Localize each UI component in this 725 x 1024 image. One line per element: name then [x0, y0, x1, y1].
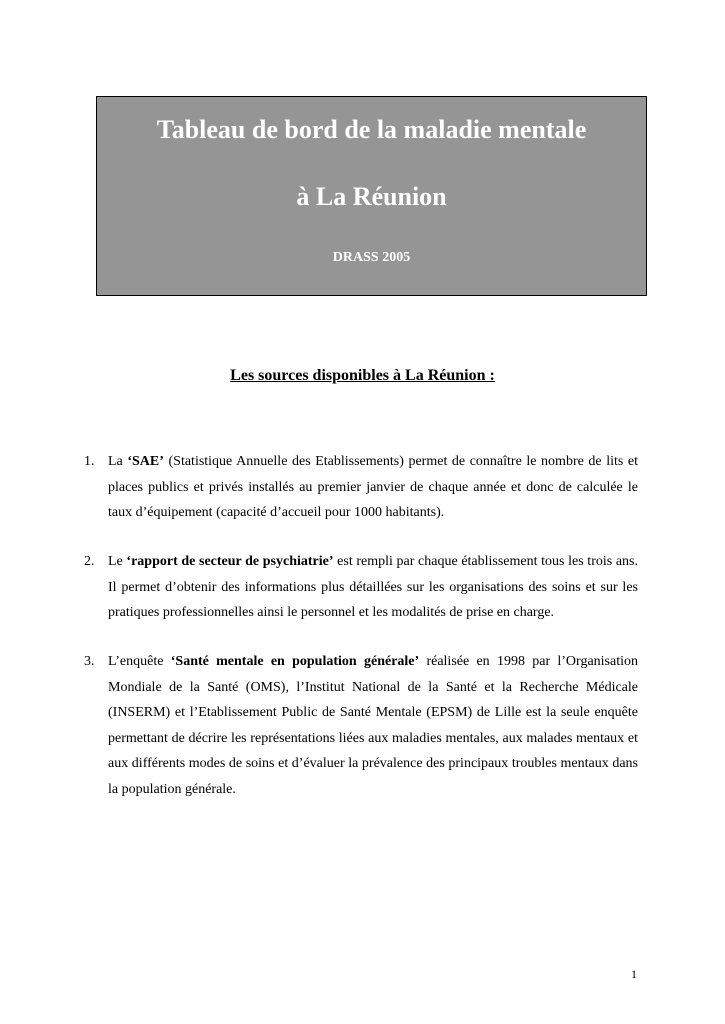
list-item-prefix: La [108, 454, 128, 469]
list-item-bold: ‘Santé mentale en population générale’ [170, 654, 420, 669]
title-box [96, 96, 647, 296]
list-item-number: 1. [84, 454, 95, 469]
list-item-bold: ‘SAE’ [127, 454, 164, 469]
list-item [84, 649, 638, 802]
list-item-text: est rempli par chaque établissement tous les trois ans. Il permet d’obtenir des informations plus détaillées sur les organisations des soins et sur les pratiques professionnelles ainsi le personnel et les modalités de prise en charge. [108, 554, 638, 620]
document-title: Tableau de bord de la maladie mentale [156, 115, 587, 144]
list-item-bold: ‘rapport de secteur de psychiatrie’ [126, 554, 334, 569]
list-item [84, 549, 638, 626]
list-item [84, 449, 639, 526]
list-item-text: réalisée en 1998 par l’Organisation Mondiale de la Santé (OMS), l’Institut National de la Santé et la Recherche Médicale (INSERM) et l’Etablissement Public de Santé Mentale (EPSM) de Lille est la seule enquête permettant de décrire les représentations liées aux maladies mentales, aux malades mentaux et aux différents modes de soins et d’évaluer la prévalence des principaux troubles mentaux dans la population générale. [108, 654, 638, 797]
list-item-number: 2. [84, 554, 95, 569]
page-number: 1 [631, 967, 637, 981]
list-item-prefix: L’enquête [108, 654, 171, 669]
document-title-location: à La Réunion [296, 182, 447, 211]
list-item-number: 3. [84, 654, 95, 669]
document-subtitle: DRASS 2005 [332, 250, 411, 265]
section-heading: Les sources disponibles à La Réunion : [230, 367, 495, 384]
list-item-text: (Statistique Annuelle des Etablissements) permet de connaître le nombre de lits et places publics et privés installés au premier janvier de chaque année et donc de calculée le taux d’équipement (capacité d’accueil pour 1000 habitants). [108, 454, 639, 520]
list-item-prefix: Le [108, 554, 127, 569]
